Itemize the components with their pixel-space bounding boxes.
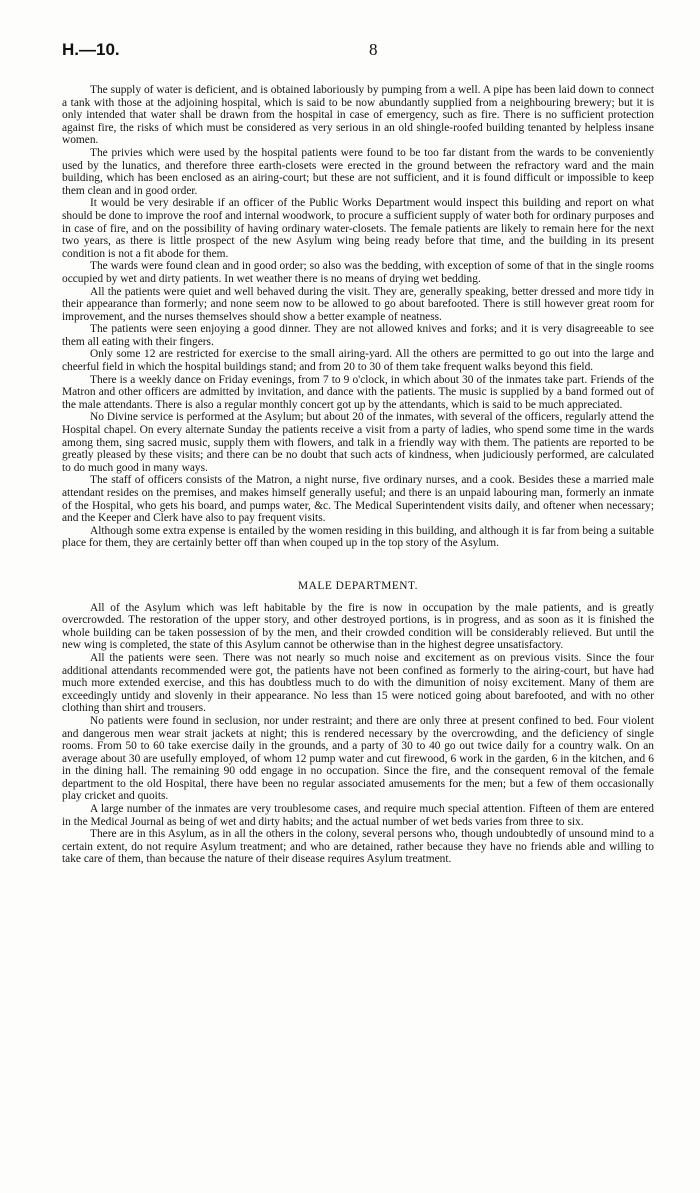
page-header [62,40,662,66]
paragraph-patients-seen: All the patients were seen. There was not nearly so much noise and excitement as on previous visits. Since the four additional attendants recommended were got, the patients have not been confined as formerly to the airing-court, but have had much more extended exercise, and this has doubtless much to do with the dimunition of noisy excitement. Many of them are exceedingly untidy and slovenly in their appearance. No less than 15 were noticed going about barefooted, and with no other clothing than shirt and trousers. [62,651,654,715]
paragraph-seclusion: No patients were found in seclusion, nor under restraint; and there are only three at present confined to bed. Four violent and dangerous men wear strait jackets at night; this is rendered necessary by the overcrowding, and the deficiency of single rooms. From 50 to 60 take exercise daily in the grounds, and a party of 30 to 40 go out twice daily for a country walk. On an average about 30 are usefully employed, of whom 12 pump water and cut firewood, 6 work in the garden, 6 in the kitchen, and 6 in the dining hall. The remaining 90 odd engage in no occupation. Since the fire, and the consequent removal of the female department to the old Hospital, there have been no regular associated amusements for the men; but a few of them occasionally play cricket and quoits. [62,714,654,803]
document-body [62,84,654,866]
paragraph-staff: The staff of officers consists of the Matron, a night nurse, five ordinary nurses, and a cook. Besides these a married male attendant resides on the premises, and makes himself generally useful; and there is an unpaid labouring man, formerly an inmate of the Hospital, who gets his board, and pumps water, &c. The Medical Superintendent visits daily, and oftener when necessary; and the Keeper and Clerk have also to pay frequent visits. [62,474,654,525]
paragraph-privies: The privies which were used by the hospital patients were found to be too far distant from the wards to be conveniently used by the lunatics, and therefore three earth-closets were erected in the ground between the refractory ward and the main building, which has been enclosed as an airing-court; but these are not sufficient, and it is found difficult or impossible to keep them clean and in good order. [62,146,654,197]
page-number: 8 [369,40,378,59]
paragraph-dinner: The patients were seen enjoying a good dinner. They are not allowed knives and forks; and it is very disagreeable to see them all eating with their fingers. [62,323,654,348]
paragraph-patient-behaviour: All the patients were quiet and well behaved during the visit. They are, generally speaking, better dressed and more tidy in their appearance than formerly; and none seem now to be allowed to go about barefooted. There is still however great room for improvement, and the nurses themselves should show a better example of neatness. [62,285,654,323]
paragraph-overcrowding: All of the Asylum which was left habitable by the fire is now in occupation by the male patients, and is greatly overcrowded. The restoration of the upper story, and other destroyed portions, is in progress, and as soon as it is finished the whole building can be taken possession of by the men, and their crowded condition will be considerably relieved. But until the new wing is completed, the state of this Asylum cannot be otherwise than in the highest degree unsatisfactory. [62,601,654,652]
paragraph-troublesome-cases: A large number of the inmates are very troublesome cases, and require much special attention. Fifteen of them are entered in the Medical Journal as being of wet and dirty habits; and the actual number of wet beds varies from three to six. [62,803,654,828]
paragraph-exercise: Only some 12 are restricted for exercise to the small airing-yard. All the others are permitted to go out into the large and cheerful field in which the hospital buildings stand; and from 20 to 30 of them take frequent walks beyond this field. [62,348,654,374]
paragraph-divine-service: No Divine service is performed at the Asylum; but about 20 of the inmates, with several of the officers, regularly attend the Hospital chapel. On every alternate Sunday the patients receive a visit from a party of ladies, who spend some time in the wards among them, sing sacred music, supply them with flowers, and talk in a friendly way with them. The patients are reported to be greatly pleased by these visits; and there can be no doubt that such acts of kindness, when judiciously performed, are calculated to do much good in many ways. [62,411,654,474]
paragraph-public-works: It would be very desirable if an officer of the Public Works Department would inspect this building and report on what should be done to improve the roof and internal woodwork, to procure a sufficient supply of water both for ordinary purposes and in case of fire, and on the possibility of having ordinary water-closets. The female patients are likely to remain here for the next two years, as there is little prospect of the new Asylum wing being ready before that time, and the building in its present condition is not a fit abode for them. [62,197,654,260]
paragraph-dance: There is a weekly dance on Friday evenings, from 7 to 9 o'clock, in which about 30 of the inmates take part. Friends of the Matron and other officers are admitted by invitation, and dance with the patients. The music is supplied by a band formed out of the male attendants. There is also a regular monthly concert got up by the attendants, which is said to be much appreciated. [62,373,654,411]
paragraph-wards: The wards were found clean and in good order; so also was the bedding, with exception of some of that in the single rooms occupied by wet and dirty patients. In wet weather there is no means of drying wet bedding. [62,260,654,285]
paragraph-unsound-mind: There are in this Asylum, as in all the others in the colony, several persons who, though undoubtedly of unsound mind to a certain extent, do not require Asylum treatment; and who are detained, rather because they have no friends able and willing to take care of them, than because the nature of their disease requires Asylum treatment. [62,828,654,866]
document-reference: H.—10. [62,40,120,59]
paragraph-expense: Although some extra expense is entailed by the women residing in this building, and although it is far from being a suitable place for them, they are certainly better off than when couped up in the top story of the Asylum. [62,524,654,550]
paragraph-water-supply: The supply of water is deficient, and is obtained laboriously by pumping from a well. A pipe has been laid down to connect a tank with those at the adjoining hospital, which is said to be now abundantly supplied from a neighbouring brewery; but it is only intended that water shall be drawn from the hospital in case of emergency, such as fire. There is no sufficient protection against fire, the risks of which must be considered as very serious in an old shingle-roofed building tenanted by helpless insane women. [62,84,654,147]
section-heading-male-department: MALE DEPARTMENT. [298,579,418,592]
